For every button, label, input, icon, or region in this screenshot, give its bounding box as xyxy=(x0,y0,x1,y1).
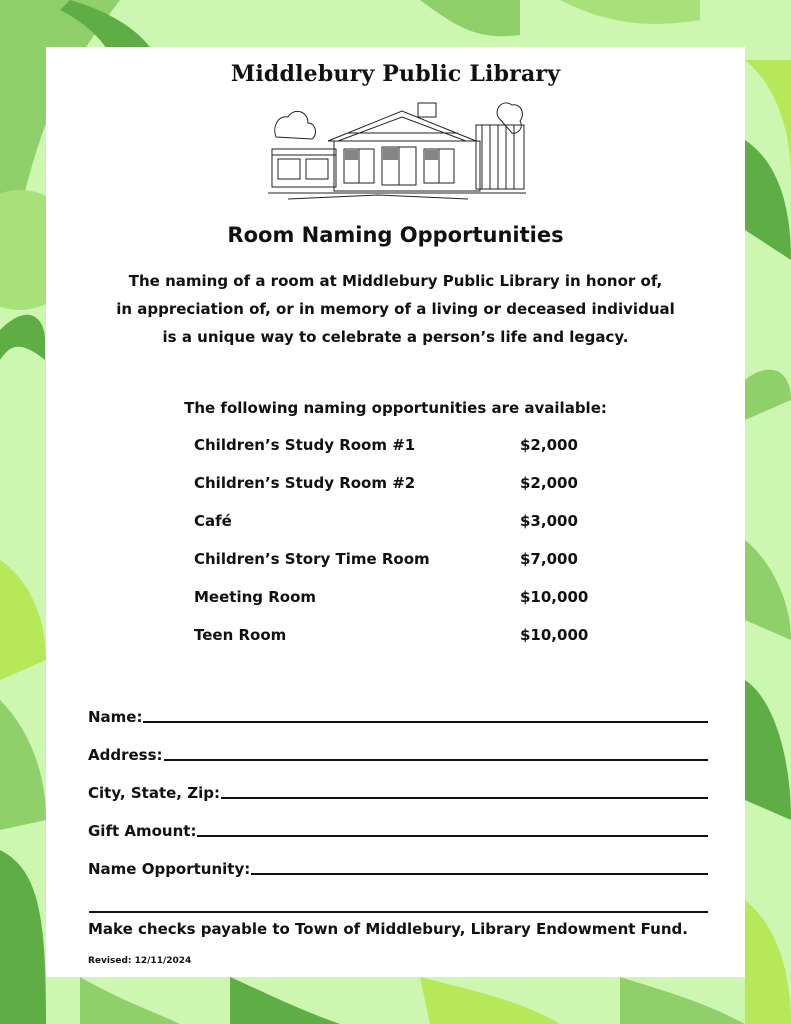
intro-line: is a unique way to celebrate a person’s life and legacy. xyxy=(162,328,629,346)
library-name: Middlebury Public Library xyxy=(230,61,561,87)
opportunity-price: $2,000 xyxy=(520,474,578,492)
intro-line: The naming of a room at Middlebury Public Library in honor of, xyxy=(128,272,663,290)
opportunity-name: Children’s Story Time Room xyxy=(194,550,430,568)
opportunity-price: $3,000 xyxy=(520,512,578,530)
form-field-address[interactable] xyxy=(88,728,708,766)
fill-in-line[interactable] xyxy=(251,872,708,875)
form-field-name[interactable] xyxy=(88,690,708,728)
page-title: Room Naming Opportunities xyxy=(227,223,564,247)
form-label: City, State, Zip: xyxy=(88,784,220,802)
list-item xyxy=(194,621,614,659)
opportunity-name: Café xyxy=(194,512,232,530)
list-item xyxy=(194,545,614,583)
list-item xyxy=(194,431,614,469)
form-field-name-opportunity[interactable] xyxy=(88,842,708,880)
form-label: Name Opportunity: xyxy=(88,860,251,878)
list-item xyxy=(194,469,614,507)
form-field-extra-line[interactable] xyxy=(88,880,708,918)
flyer-sheet xyxy=(46,47,745,977)
intro-line: in appreciation of, or in memory of a living or deceased individual xyxy=(116,300,675,318)
revision-date: Revised: 12/11/2024 xyxy=(88,956,192,966)
opportunity-price: $2,000 xyxy=(520,436,578,454)
fill-in-line[interactable] xyxy=(221,796,708,799)
form-label: Gift Amount: xyxy=(88,822,197,840)
fill-in-line[interactable] xyxy=(197,834,708,837)
form-field-gift-amount[interactable] xyxy=(88,804,708,842)
opportunity-name: Meeting Room xyxy=(194,588,317,606)
opportunity-price: $10,000 xyxy=(520,588,589,606)
opportunities-list xyxy=(194,431,614,659)
library-building-sketch-icon xyxy=(268,97,526,203)
payable-note: Make checks payable to Town of Middlebury, Library Endowment Fund. xyxy=(88,920,688,938)
opportunity-name: Children’s Study Room #1 xyxy=(194,436,416,454)
opportunity-name: Teen Room xyxy=(194,626,287,644)
opportunity-price: $7,000 xyxy=(520,550,578,568)
form-field-city-state-zip[interactable] xyxy=(88,766,708,804)
fill-in-line[interactable] xyxy=(89,910,708,913)
form-label: Name: xyxy=(88,708,143,726)
list-item xyxy=(194,583,614,621)
form-label: Address: xyxy=(88,746,163,764)
opportunity-price: $10,000 xyxy=(520,626,589,644)
donor-form xyxy=(88,690,708,918)
opportunity-name: Children’s Study Room #2 xyxy=(194,474,416,492)
opportunities-intro: The following naming opportunities are available: xyxy=(184,399,607,417)
intro-paragraph xyxy=(86,267,705,351)
fill-in-line[interactable] xyxy=(164,758,708,761)
fill-in-line[interactable] xyxy=(143,720,708,723)
list-item xyxy=(194,507,614,545)
